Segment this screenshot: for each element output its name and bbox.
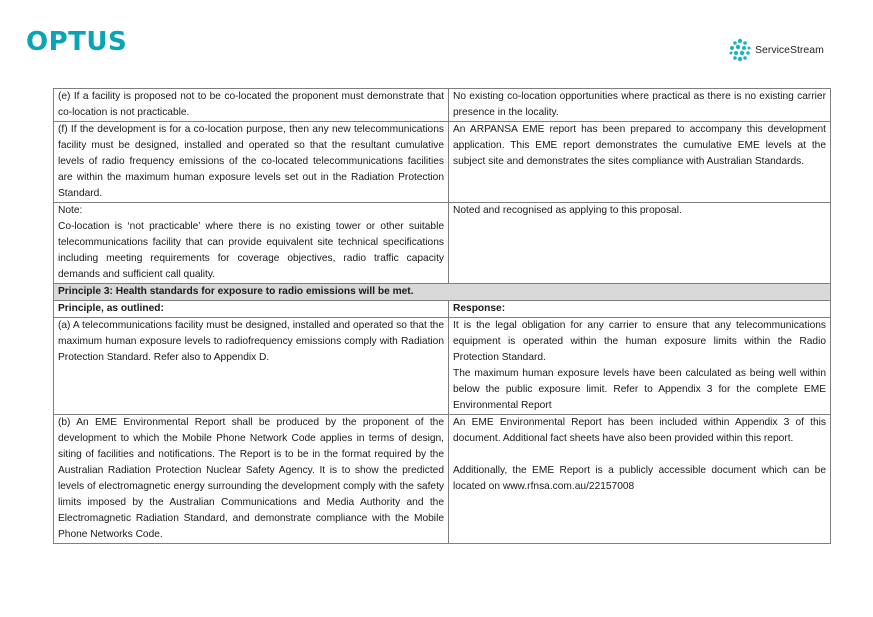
table-row <box>54 89 831 122</box>
table-row <box>54 122 831 203</box>
optus-logo: OPTUS <box>26 27 128 57</box>
cell-text: (f) If the development is for a co-location purpose, then any new telecommunications facility must be designed, installed and operated so that the resultant cumulative levels of radio frequency emissions of the co-located telecommunications facilities are within the maximum human exposure levels set out in the Radiation Protection Standard. <box>58 124 444 199</box>
cell-text: (b) An EME Environmental Report shall be produced by the proponent of the development to which the Mobile Phone Network Code applies in terms of design, siting of facilities and notifications. The Report is to be in the format required by the Australian Radiation Protection Nuclear Safety Agency. It is to show the predicted levels of electromagnetic energy surrounding the development comply with the safety limits imposed by the Australian Communications and Media Authority and the Electromagnetic Radiation Standard, and demonstrate compliance with the Mobile Phone Networks Code. <box>58 417 444 540</box>
principle-heading-row <box>54 284 831 301</box>
column-header-response: Response: <box>449 301 831 318</box>
table-row <box>54 203 831 284</box>
cell-text: (e) If a facility is proposed not to be co-located the proponent must demonstrate that co-location is not practicable. <box>58 91 444 118</box>
response-cell <box>449 203 831 284</box>
column-header-principle: Principle, as outlined: <box>54 301 449 318</box>
principle-heading: Principle 3: Health standards for exposure to radio emissions will be met. <box>54 284 831 301</box>
response-cell <box>449 415 831 544</box>
response-cell <box>449 122 831 203</box>
cell-text: Co-location is ‘not practicable’ where there is no existing tower or other suitable telecommunications facility that can provide equivalent site technical specifications including meeting requirements for coverage objectives, radio traffic capacity demands and sufficient call quality. <box>58 221 444 280</box>
compliance-table <box>53 88 831 544</box>
cell-text: No existing co-location opportunities where practical as there is no existing carrier presence in the locality. <box>453 91 826 118</box>
principle-cell <box>54 318 449 415</box>
cell-text: The maximum human exposure levels have been calculated as being well within below the public exposure limit. Refer to Appendix 3 for the complete EME Environmental Report <box>453 368 826 411</box>
table-row <box>54 415 831 544</box>
principle-cell <box>54 122 449 203</box>
principle-cell <box>54 203 449 284</box>
principle-cell <box>54 89 449 122</box>
cell-text: It is the legal obligation for any carrier to ensure that any telecommunications equipment is operated within the human exposure limits within the Radio Protection Standard. <box>453 320 826 363</box>
cell-text: An EME Environmental Report has been included within Appendix 3 of this document. Additional fact sheets have also been provided within this report. <box>453 417 826 444</box>
servicestream-logo <box>728 38 824 62</box>
column-header-row <box>54 301 831 318</box>
servicestream-wordmark: ServiceStream <box>755 44 824 56</box>
cell-text: Additionally, the EME Report is a publicly accessible document which can be located on www.rfnsa.com.au/22157008 <box>453 465 826 492</box>
cell-text: Noted and recognised as applying to this proposal. <box>453 205 682 216</box>
note-label: Note: <box>58 205 83 216</box>
response-cell <box>449 89 831 122</box>
principle-cell <box>54 415 449 544</box>
table-row <box>54 318 831 415</box>
servicestream-mark-icon <box>728 38 752 62</box>
paragraph-gap <box>453 447 826 463</box>
response-cell <box>449 318 831 415</box>
cell-text: An ARPANSA EME report has been prepared to accompany this development application. This EME report demonstrates the cumulative EME levels at the subject site and demonstrates the sites compliance with Australian Standards. <box>453 124 826 167</box>
cell-text: (a) A telecommunications facility must be designed, installed and operated so that the maximum human exposure levels to radiofrequency emissions comply with Radiation Protection Standard. Refer also to Appendix D. <box>58 320 444 363</box>
